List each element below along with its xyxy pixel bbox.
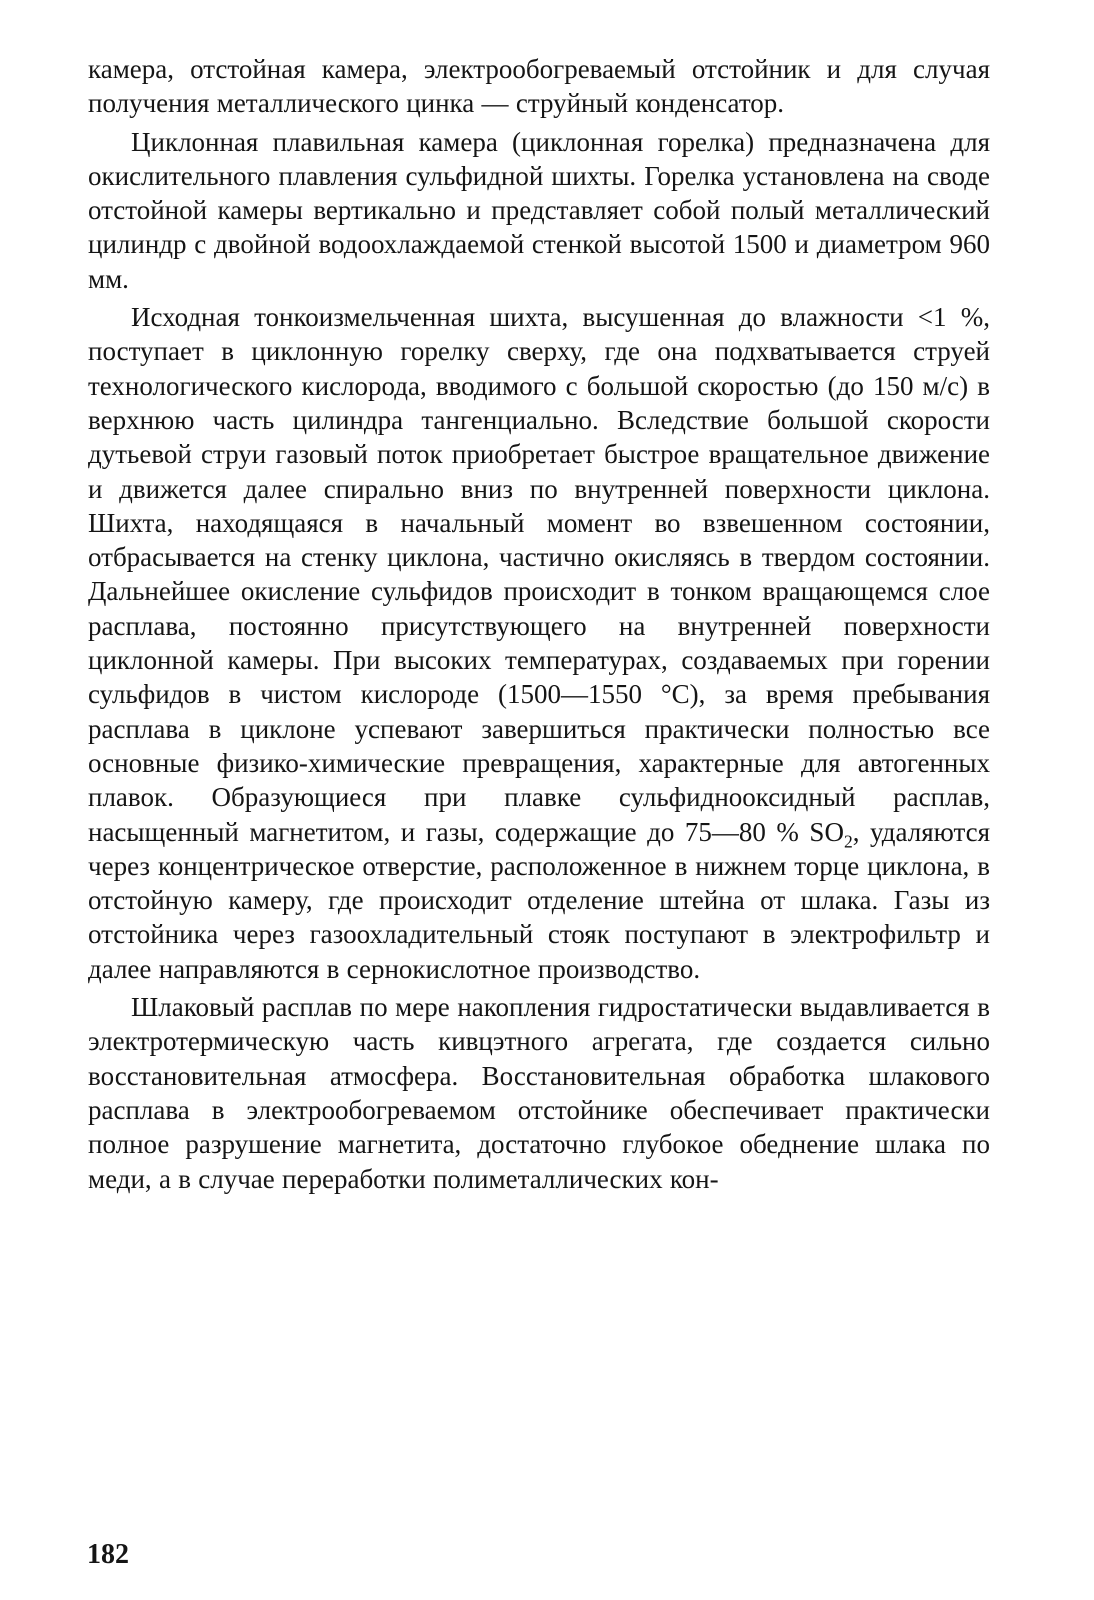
page-number: 182 <box>87 1539 129 1570</box>
paragraph-charge-process <box>88 300 990 986</box>
paragraph-charge-process-part1: Исходная тонкоизмельченная шихта, высушенная до влажности <1 %, поступает в циклонную горелку сверху, где она подхватывается струей технологического кислорода, вводимого с большой скоростью (до 150 м/с) в верхнюю часть цилиндра тангенциально. Вследствие большой скорости дутьевой струи газовый поток приобретает быстрое вращательное движение и движется далее спирально вниз по внутренней поверхности циклона. Шихта, находящаяся в начальный момент во взвешенном состоянии, отбрасывается на стенку циклона, частично окисляясь в твердом состоянии. Дальнейшее окисление сульфидов происходит в тонком вращающемся слое расплава, постоянно присутствующего на внутренней поверхности циклонной камеры. При высоких температурах, создаваемых при горении сульфидов в чистом кислороде (1500—1550 °С), за время пребывания расплава в циклоне успевают завершиться практически полностью все основные физико-химические превращения, характерные для автогенных плавок. Образующиеся при плавке сульфиднооксидный расплав, насыщенный магнетитом, и газы, содержащие до 75—80 % SO <box>88 302 990 847</box>
paragraph-slag-melt: Шлаковый расплав по мере накопления гидростатически выдавливается в электротермическую часть кивцэтного агрегата, где создается сильно восстановительная атмосфера. Восстановительная обработка шлакового расплава в электрообогреваемом отстойнике обеспечивает практически полное разрушение магнетита, достаточно глубокое обеднение шлака по меди, а в случае переработки полиметаллических кон- <box>88 992 990 1194</box>
paragraph-charge-process-part2: , удаляются через концентрическое отверстие, расположенное в нижнем торце циклона, в отстойную камеру, где происходит отделение штейна от шлака. Газы из отстойника через газоохладительный стояк поступают в электрофильтр и далее направляются в сернокислотное производство. <box>88 816 990 984</box>
paragraph-cyclone-chamber: Циклонная плавильная камера (циклонная горелка) предназначена для окислительного плавления сульфидной шихты. Горелка установлена на своде отстойной камеры вертикально и представляет собой полый металлический цилиндр с двойной водоохлаждаемой стенкой высотой 1500 и диаметром 960 мм. <box>88 126 990 294</box>
paragraph-continuation: камера, отстойная камера, электрообогреваемый отстойник и для случая получения металлического цинка — струйный конденсатор. <box>88 54 990 119</box>
page-body <box>88 52 990 1196</box>
so2-subscript: 2 <box>843 830 853 851</box>
